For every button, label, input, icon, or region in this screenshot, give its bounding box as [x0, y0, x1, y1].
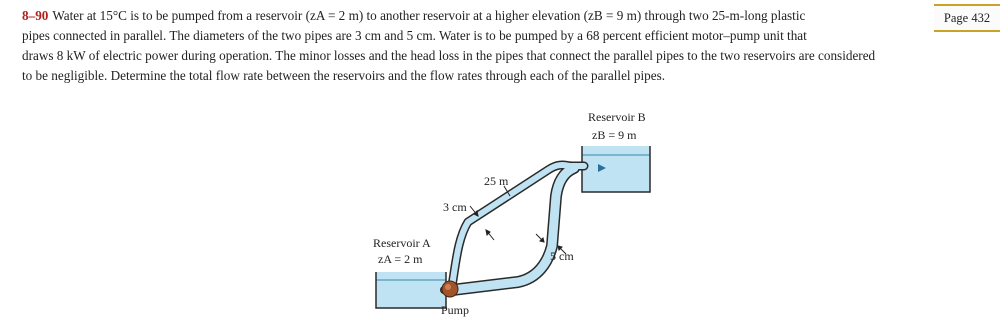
- reservoir-b: [582, 146, 650, 192]
- pump-label: Pump: [441, 303, 470, 317]
- small-pipe-diameter-label: 3 cm: [443, 200, 467, 214]
- reservoir-a-label: Reservoir A: [373, 236, 431, 250]
- reservoir-a: [376, 272, 446, 308]
- large-pipe-diameter-label: 5 cm: [550, 249, 574, 263]
- reservoir-b-label: Reservoir B: [588, 110, 646, 124]
- problem-line-1: 8–90 Water at 15°C is to be pumped from a reservoir (zA = 2 m) to another reservoir at a higher elevation (zB = 9 m) through two 25-m-long plastic: [22, 8, 806, 23]
- problem-line-4: to be negligible. Determine the total flow rate between the reservoirs and the flow rates through each of the parallel pipes.: [22, 68, 666, 83]
- problem-number: 8–90: [22, 8, 49, 23]
- reservoir-b-elevation: zB = 9 m: [592, 128, 637, 142]
- pump: [442, 281, 458, 297]
- pipe-network: [444, 165, 584, 290]
- reservoir-a-elevation: zA = 2 m: [378, 252, 423, 266]
- problem-line-2: pipes connected in parallel. The diameters of the two pipes are 3 cm and 5 cm. Water is to be pumped by a 68 percent efficient motor–pump unit that: [22, 28, 807, 43]
- page-tag: Page 432: [934, 4, 1000, 32]
- problem-line-3: draws 8 kW of electric power during operation. The minor losses and the head loss in the pipes that connect the parallel pipes to the two reservoirs are considered: [22, 48, 876, 63]
- pipe-length-label: 25 m: [484, 174, 509, 188]
